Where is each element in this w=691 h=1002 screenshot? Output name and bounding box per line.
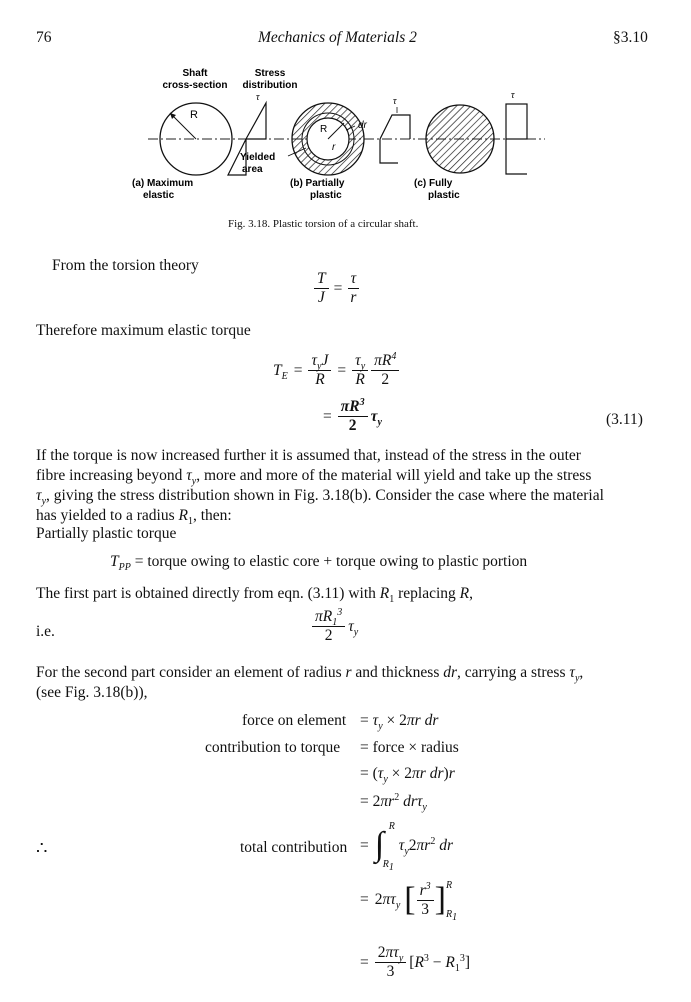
label-tau-c: τ [511, 90, 515, 101]
text-from-theory: From the torsion theory [52, 257, 199, 274]
label-tau-b: τ [393, 96, 397, 107]
page-number: 76 [36, 29, 52, 46]
contrib-step2: = $2\pi r^2$ drτ$_y$ [360, 791, 427, 814]
caption-b-sub: plastic [310, 190, 342, 201]
para1-line2a: fibre increasing beyond [36, 467, 187, 484]
label-distribution: distribution [242, 80, 298, 91]
caption-c-title: (c) Fully [414, 178, 453, 189]
second-l1a: For the second part consider an element of radius [36, 664, 346, 681]
force-rhs: = $\tau_y \times 2\pi r$ dr [360, 712, 439, 733]
therefore-symbol: ∴ [36, 838, 48, 858]
equation-te: $T_E$ = $\frac{\tau_yJ}{R}$ = $\frac{\tau_y}{R}$ $\frac{\pi R^4}{2}$ [273, 352, 399, 389]
equation-first-part: $\frac{\pi R_1^3}{2}$ $\tau_y$ [312, 608, 358, 645]
equation-te-result: = $\frac{\pi R^3}{2}$ $\tau_y$ [323, 396, 382, 434]
label-area: area [242, 164, 263, 175]
circle-c [426, 105, 494, 173]
label-R-a: R [190, 109, 198, 121]
para1-line3b: , giving the stress distribution shown in Fig. 3.18(b). Consider the case where the material [46, 487, 604, 504]
contrib-rhs: = force × radius [360, 739, 459, 756]
label-stress: Stress [254, 68, 286, 79]
text-second-line1: For the second part consider an element of radius r and thickness dr, carrying a stress $\tau_y$, [36, 664, 584, 685]
label-yielded: Yielded [240, 152, 276, 163]
text-second-line2: (see Fig. 3.18(b)), [36, 684, 148, 701]
label-shaft: Shaft [182, 68, 208, 79]
contrib-lhs: contribution to torque [205, 739, 341, 756]
equation-torsion: $\frac{T}{J}$ = $\frac{\tau}{r}$ [314, 270, 359, 307]
equation-tpp: $T_{PP}$ = torque owing to elastic core + torque owing to plastic portion [110, 553, 528, 574]
label-R1-b: R [320, 124, 328, 135]
stress-dist-b [380, 115, 410, 139]
label-tau-a: τ [256, 92, 260, 103]
total-step2: = $\frac{2\pi\tau_y}{3}$ $[R^3 - R_1^3]$ [360, 944, 471, 980]
text-ie: i.e. [36, 623, 55, 640]
para1-line2b: , more and more of the material will yield and take up the stress [196, 467, 592, 484]
caption-b-title: (b) Partially [290, 178, 345, 189]
para1-line3: $\tau_y$, giving the stress distribution shown in Fig. 3.18(b). Consider the case where the material [36, 487, 604, 508]
caption-a-sub: elastic [143, 190, 175, 201]
label-dr-b: dr [358, 120, 367, 131]
first-part-b: replacing [394, 585, 460, 602]
second-l1c: , carrying a stress [457, 664, 570, 681]
para1-line4b: , then: [192, 507, 232, 524]
first-part-a: The first part is obtained directly from eqn. (3.11) with [36, 585, 380, 602]
contrib-step1: = ($\tau_y \times 2\pi r$ dr)r [360, 765, 455, 786]
total-step1: = $2\pi\tau_y$ [ $\frac{r^3}{3}$ ] R $R_1$ [360, 880, 458, 923]
stress-rect-c [506, 104, 527, 139]
total-lhs: total contribution [240, 839, 348, 856]
section-number: §3.10 [613, 29, 648, 46]
force-lhs: force on element [242, 712, 347, 729]
stress-triangle-a [246, 103, 266, 139]
figure-caption: Fig. 3.18. Plastic torsion of a circular shaft. [228, 218, 419, 230]
label-r-b: r [332, 142, 336, 153]
torsion-figure [0, 60, 691, 220]
text-first-part: The first part is obtained directly from eqn. (3.11) with $R_1$ replacing R, [36, 585, 474, 606]
text-therefore: Therefore maximum elastic torque [36, 322, 251, 339]
caption-c-sub: plastic [428, 190, 460, 201]
para1-line4a: has yielded to a radius [36, 507, 179, 524]
equation-number: (3.11) [606, 411, 643, 428]
para1-line2: fibre increasing beyond $\tau_y$, more and more of the material will yield and take up the stress [36, 467, 592, 488]
tpp-rhs: = torque owing to elastic core + torque owing to plastic portion [134, 553, 528, 570]
caption-a-title: (a) Maximum [132, 178, 194, 189]
second-l1b: and thickness [351, 664, 444, 681]
para1-line4: has yielded to a radius $R_1$, then: [36, 507, 232, 528]
running-title: Mechanics of Materials 2 [258, 29, 417, 46]
label-cross-section: cross-section [162, 80, 228, 91]
para1-line1: If the torque is now increased further it is assumed that, instead of the stress in the outer [36, 447, 581, 464]
text-partially: Partially plastic torque [36, 525, 177, 542]
total-integral: = ∫ R $R_1$ $\tau_y2\pi r^2$ dr [360, 821, 453, 873]
